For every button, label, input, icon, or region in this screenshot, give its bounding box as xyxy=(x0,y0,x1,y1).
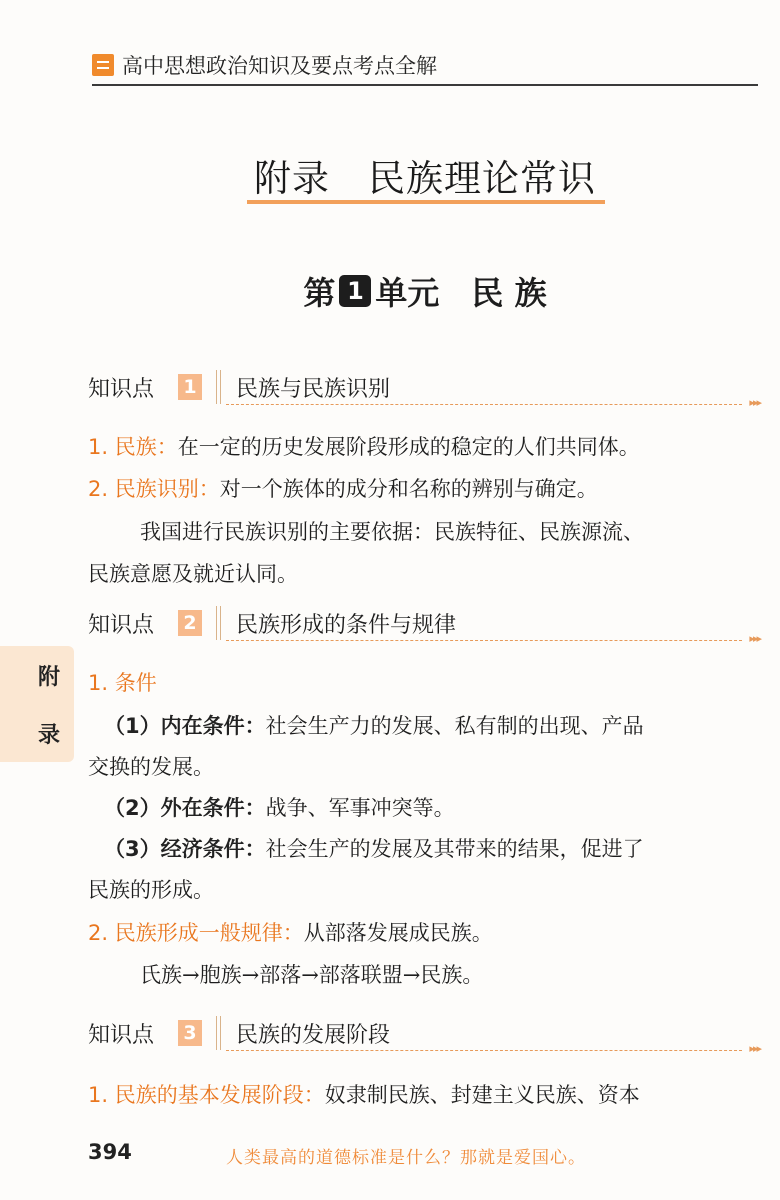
kp1-header xyxy=(88,368,760,408)
appendix-underline xyxy=(247,200,605,204)
appendix-title: 附录 民族理论常识 xyxy=(254,157,596,200)
book-icon xyxy=(92,54,114,76)
kp1-para-line2: 民族意愿及就近认同。 xyxy=(88,562,298,586)
kp2-sub3-label: （3）经济条件： xyxy=(104,837,266,861)
kp1-item1-text: 在一定的历史发展阶段形成的稳定的人们共同体。 xyxy=(177,435,640,459)
kp3-item1-label: 1. 民族的基本发展阶段： xyxy=(88,1083,325,1107)
kp2-sub3-text: 社会生产的发展及其带来的结果，促进了 xyxy=(265,837,644,861)
kp2-sub1 xyxy=(104,711,644,741)
kp2-sub2-text: 战争、军事冲突等。 xyxy=(265,796,455,820)
kp3-item1-text: 奴隶制民族、封建主义民族、资本 xyxy=(324,1083,640,1107)
kp1-separator xyxy=(216,370,221,404)
kp2-sub1-cont: 交换的发展。 xyxy=(88,755,214,779)
header-title: 高中思想政治知识及要点考点全解 xyxy=(122,54,437,78)
kp2-sequence: 氏族→胞族→部落→部落联盟→民族。 xyxy=(140,963,484,987)
kp2-arrows-icon: ▸▸▸ xyxy=(749,632,760,645)
kp2-sub3 xyxy=(104,834,644,864)
kp2-item2 xyxy=(88,918,493,948)
kp3-arrows-icon: ▸▸▸ xyxy=(749,1042,760,1055)
kp3-number-badge: 3 xyxy=(178,1020,202,1046)
kp2-item1-label: 1. 条件 xyxy=(88,671,157,695)
unit-prefix: 第 xyxy=(303,274,336,312)
kp3-separator xyxy=(216,1016,221,1050)
kp2-item1 xyxy=(88,668,157,698)
kp1-item2-text: 对一个族体的成分和名称的辨别与确定。 xyxy=(219,477,598,501)
unit-suffix: 单元 民 族 xyxy=(375,274,547,312)
kp2-sub1-label: （1）内在条件： xyxy=(104,714,266,738)
kp3-item1 xyxy=(88,1080,640,1110)
kp1-item2-label: 2. 民族识别： xyxy=(88,477,220,501)
kp3-header xyxy=(88,1014,760,1054)
kp1-number-badge: 1 xyxy=(178,374,202,400)
kp1-item1 xyxy=(88,432,640,462)
side-tab xyxy=(0,646,74,762)
kp1-label: 知识点 xyxy=(88,377,155,402)
kp2-separator xyxy=(216,606,221,640)
kp1-item2 xyxy=(88,474,598,504)
kp1-para-line1: 我国进行民族识别的主要依据：民族特征、民族源流、 xyxy=(140,520,644,544)
kp1-item1-label: 1. 民族： xyxy=(88,435,178,459)
kp2-title: 民族形成的条件与规律 xyxy=(236,613,457,638)
side-tab-char2: 录 xyxy=(38,723,61,748)
kp3-label: 知识点 xyxy=(88,1023,155,1048)
unit-number-badge: 1 xyxy=(339,275,371,307)
running-header xyxy=(92,50,437,80)
kp3-title: 民族的发展阶段 xyxy=(236,1023,391,1048)
kp2-number-badge: 2 xyxy=(178,610,202,636)
kp2-sub3-cont: 民族的形成。 xyxy=(88,878,214,902)
kp2-item2-text: 从部落发展成民族。 xyxy=(303,921,493,945)
kp2-sub2 xyxy=(104,793,455,823)
side-tab-char1: 附 xyxy=(38,665,61,690)
kp3-dashed-line xyxy=(226,1050,742,1051)
kp2-sub1-text: 社会生产力的发展、私有制的出现、产品 xyxy=(265,714,644,738)
kp2-sub2-label: （2）外在条件： xyxy=(104,796,266,820)
footer-quote: 人类最高的道德标准是什么？那就是爱国心。 xyxy=(226,1148,586,1168)
page-number: 394 xyxy=(88,1140,132,1164)
kp2-item2-label: 2. 民族形成一般规律： xyxy=(88,921,304,945)
kp2-label: 知识点 xyxy=(88,613,155,638)
unit-title xyxy=(0,268,780,314)
kp1-dashed-line xyxy=(226,404,742,405)
kp1-title: 民族与民族识别 xyxy=(236,377,391,402)
kp2-dashed-line xyxy=(226,640,742,641)
header-rule xyxy=(92,84,758,86)
kp1-arrows-icon: ▸▸▸ xyxy=(749,396,760,409)
kp2-header xyxy=(88,604,760,644)
